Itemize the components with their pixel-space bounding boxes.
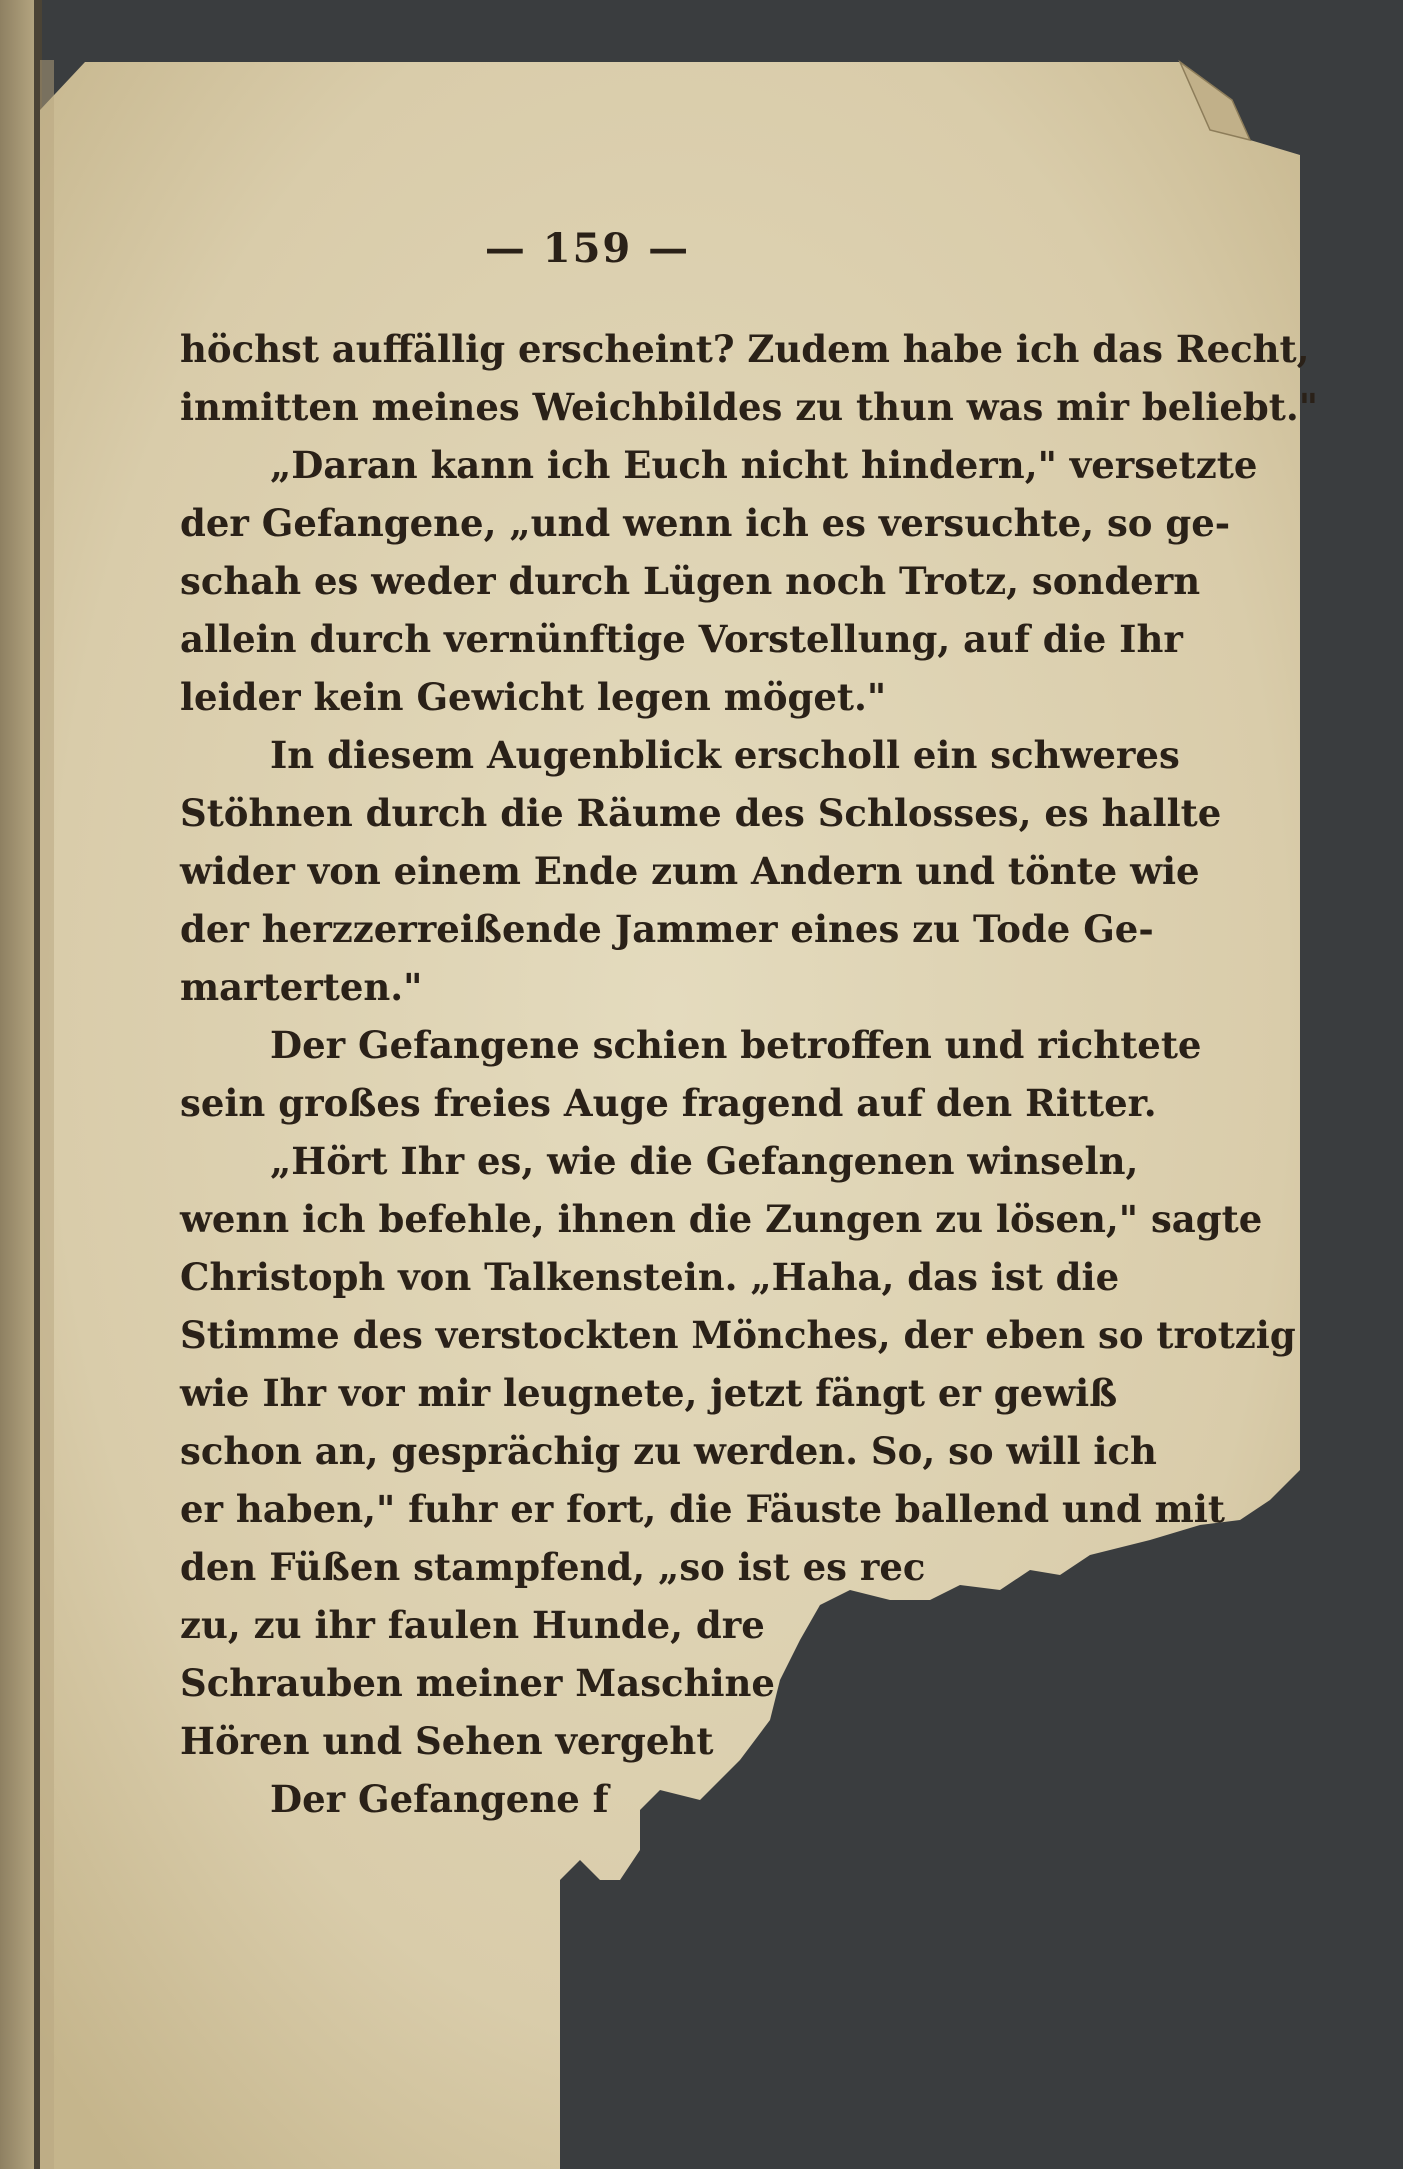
text-line: sein großes freies Auge fragend auf den Ritter. — [180, 1081, 1157, 1125]
text-line: Hören und Sehen vergeht — [180, 1719, 714, 1763]
binding-edge — [0, 0, 34, 2169]
text-line: Der Gefangene f — [270, 1777, 609, 1821]
text-line: allein durch vernünftige Vorstellung, auf die Ihr — [180, 617, 1183, 661]
text-line: er haben," fuhr er fort, die Fäuste ballend und mit — [180, 1487, 1225, 1531]
text-line: inmitten meines Weichbildes zu thun was mir beliebt." — [180, 385, 1319, 429]
text-line: wenn ich befehle, ihnen die Zungen zu lösen," sagte — [180, 1197, 1263, 1241]
text-line: wider von einem Ende zum Andern und tönte wie — [180, 849, 1200, 893]
text-line: marterten." — [180, 965, 423, 1009]
text-line: Der Gefangene schien betroffen und richtete — [270, 1023, 1202, 1067]
text-line: Stöhnen durch die Räume des Schlosses, es hallte — [180, 791, 1222, 835]
text-line: In diesem Augenblick erscholl ein schweres — [270, 733, 1180, 777]
text-line: den Füßen stampfend, „so ist es rec — [180, 1545, 926, 1589]
text-line: Christoph von Talkenstein. „Haha, das ist die — [180, 1255, 1120, 1299]
text-line: „Hört Ihr es, wie die Gefangenen winseln, — [270, 1139, 1139, 1183]
text-line: wie Ihr vor mir leugnete, jetzt fängt er gewiß — [180, 1371, 1118, 1415]
book-page-text — [180, 225, 1319, 1828]
text-line: „Daran kann ich Euch nicht hindern," versetzte — [270, 443, 1258, 487]
text-line: schah es weder durch Lügen noch Trotz, sondern — [180, 559, 1201, 603]
text-line: Schrauben meiner Maschine — [180, 1661, 775, 1705]
text-line: der herzzerreißende Jammer eines zu Tode Ge- — [180, 907, 1154, 951]
text-line: höchst auffällig erscheint? Zudem habe ich das Recht, — [180, 327, 1310, 371]
text-line: schon an, gesprächig zu werden. So, so will ich — [180, 1429, 1157, 1473]
page-number: — 159 — — [484, 225, 691, 272]
paragraph-lines — [180, 320, 1319, 1828]
text-line: leider kein Gewicht legen möget." — [180, 675, 887, 719]
text-line: Stimme des verstockten Mönches, der eben so trotzig — [180, 1313, 1296, 1357]
text-line: zu, zu ihr faulen Hunde, dre — [180, 1603, 765, 1647]
text-line: der Gefangene, „und wenn ich es versuchte, so ge- — [180, 501, 1231, 545]
